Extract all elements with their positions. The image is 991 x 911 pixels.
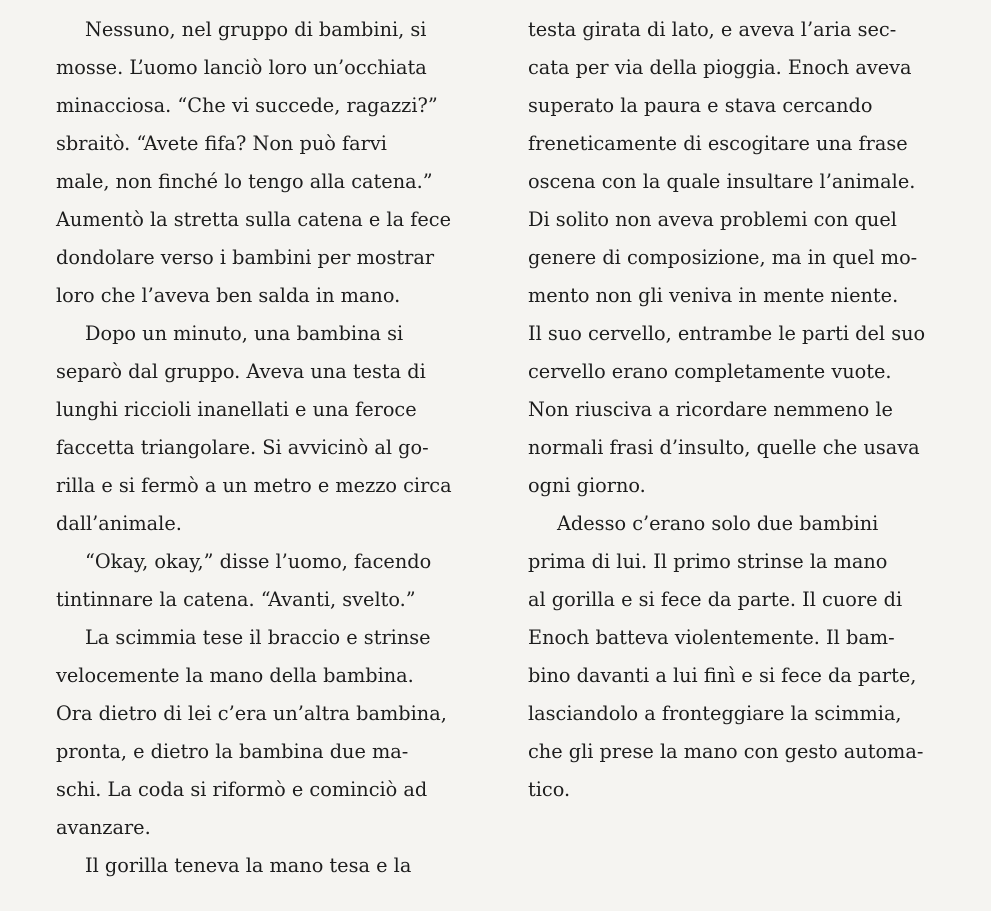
text-line: schi. La coda si riformò e cominciò ad <box>56 778 428 801</box>
text-line: cata per via della pioggia. Enoch aveva <box>528 56 912 79</box>
text-line: bino davanti a lui finì e si fece da parte, <box>528 664 917 687</box>
text-line: Il gorilla teneva la mano tesa e la <box>85 854 412 877</box>
text-line: mento non gli veniva in mente niente. <box>528 284 899 307</box>
text-line: prima di lui. Il primo strinse la mano <box>528 550 888 573</box>
text-line: Il suo cervello, entrambe le parti del suo <box>528 322 926 345</box>
text-line: dall’animale. <box>56 512 182 535</box>
text-line: velocemente la mano della bambina. <box>56 664 414 687</box>
text-line: al gorilla e si fece da parte. Il cuore di <box>528 588 903 611</box>
text-line: lunghi riccioli inanellati e una feroce <box>56 398 417 421</box>
text-line: pronta, e dietro la bambina due ma- <box>56 740 409 763</box>
text-line: Ora dietro di lei c’era un’altra bambina, <box>56 702 447 725</box>
text-line: dondolare verso i bambini per mostrar <box>56 246 435 269</box>
text-line: mosse. L’uomo lanciò loro un’occhiata <box>56 56 427 79</box>
text-line: rilla e si fermò a un metro e mezzo circa <box>56 474 452 497</box>
text-line: Di solito non aveva problemi con quel <box>528 208 897 231</box>
text-line: Adesso c’erano solo due bambini <box>557 512 879 535</box>
text-line: testa girata di lato, e aveva l’aria sec- <box>528 18 897 41</box>
text-line: tintinnare la catena. “Avanti, svelto.” <box>56 588 416 611</box>
text-line: La scimmia tese il braccio e strinse <box>85 626 431 649</box>
text-line: Non riusciva a ricordare nemmeno le <box>528 398 893 421</box>
text-line: sbraitò. “Avete fifa? Non può farvi <box>56 132 387 155</box>
text-line: Aumentò la stretta sulla catena e la fece <box>56 208 451 231</box>
text-line: che gli prese la mano con gesto automa- <box>528 740 924 763</box>
text-line: “Okay, okay,” disse l’uomo, facendo <box>85 550 432 573</box>
text-line: tico. <box>528 778 571 801</box>
text-line: superato la paura e stava cercando <box>528 94 873 117</box>
text-line: genere di composizione, ma in quel mo- <box>528 246 918 269</box>
right-text-column <box>528 11 958 809</box>
text-line: avanzare. <box>56 816 151 839</box>
text-line: ogni giorno. <box>528 474 646 497</box>
text-line: minacciosa. “Che vi succede, ragazzi?” <box>56 94 438 117</box>
text-line: freneticamente di escogitare una frase <box>528 132 908 155</box>
text-line: separò dal gruppo. Aveva una testa di <box>56 360 426 383</box>
left-text-column <box>56 11 481 885</box>
text-line: male, non finché lo tengo alla catena.” <box>56 170 433 193</box>
text-line: Enoch batteva violentemente. Il bam- <box>528 626 895 649</box>
text-line: oscena con la quale insultare l’animale. <box>528 170 916 193</box>
text-line: faccetta triangolare. Si avvicinò al go- <box>56 436 429 459</box>
text-line: cervello erano completamente vuote. <box>528 360 892 383</box>
text-line: normali frasi d’insulto, quelle che usava <box>528 436 920 459</box>
text-line: lasciandolo a fronteggiare la scimmia, <box>528 702 902 725</box>
text-line: Nessuno, nel gruppo di bambini, si <box>85 18 427 41</box>
text-line: loro che l’aveva ben salda in mano. <box>56 284 401 307</box>
text-line: Dopo un minuto, una bambina si <box>85 322 404 345</box>
